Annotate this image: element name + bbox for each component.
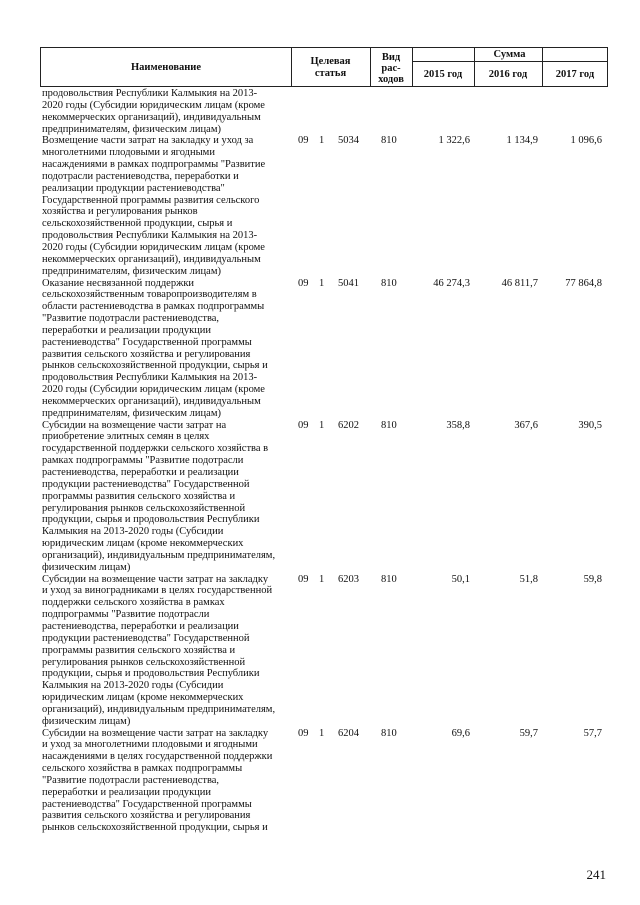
value-2015: 69,6 bbox=[451, 727, 470, 739]
row-name: Субсидии на возмещение части затрат на закладку и уход за многолетними плодовыми и ягодными насаждениями в целях государственной поддержки сельского хозяйства в рамках подпрограммы "Развитие подотрасли растениеводства, переработки и реализации продукции растениеводства" Государственной программы развития сельского хозяйства и регулирования рынков сельскохозяйственной продукции, сырья и bbox=[42, 727, 273, 834]
value-2015: 358,8 bbox=[446, 419, 470, 431]
expense-type: 810 bbox=[381, 727, 397, 739]
code-subprogram: 1 bbox=[319, 135, 325, 147]
row-name: Оказание несвязанной поддержки сельскохозяйственным товаропроизводителям в области растениеводства в рамках подпрограммы "Развитие подотрасли растениеводства, переработки и реализации продукции растениеводства" Государственной программы развития сельского хозяйства и регулирования рынков сельскохозяйственной продукции, сырья и продовольствия Республики Калмыкия на 2013- 2020 годы (Субсидии юридическим лицам (кроме некоммерческих организаций), индивидуальным предпринимателям, физическим лицам) bbox=[42, 277, 268, 419]
header-name: Наименование bbox=[131, 62, 201, 73]
code-subprogram: 1 bbox=[319, 277, 325, 289]
code-direction: 6202 bbox=[338, 419, 359, 431]
value-2016: 1 134,9 bbox=[506, 135, 538, 147]
table-row bbox=[42, 420, 608, 574]
header-sum: Сумма bbox=[493, 48, 526, 60]
code-direction: 6203 bbox=[338, 573, 359, 585]
value-2017: 390,5 bbox=[578, 419, 602, 431]
code-direction: 6204 bbox=[338, 727, 359, 739]
header-expense-type: Вид рас- ходов bbox=[378, 51, 404, 85]
code-program: 09 bbox=[298, 419, 309, 431]
header-year-2017: 2017 год bbox=[555, 69, 595, 80]
code-program: 09 bbox=[298, 277, 309, 289]
header-year-2015: 2015 год bbox=[423, 69, 463, 80]
code-subprogram: 1 bbox=[319, 419, 325, 431]
value-2016: 367,6 bbox=[514, 419, 538, 431]
value-2017: 77 864,8 bbox=[565, 277, 602, 289]
code-subprogram: 1 bbox=[319, 573, 325, 585]
value-2015: 50,1 bbox=[451, 573, 470, 585]
value-2015: 46 274,3 bbox=[433, 277, 470, 289]
code-program: 09 bbox=[298, 135, 309, 147]
table-body bbox=[42, 88, 608, 834]
header-year-2016: 2016 год bbox=[488, 69, 528, 80]
row-name: Субсидии на возмещение части затрат на закладку и уход за виноградниками в целях государственной поддержки сельского хозяйства в рамках подпрограммы "Развитие подотрасли растениеводства, переработки и реализации продукции растениеводства" Государственной программы развития сельского хозяйства и регулирования рынков сельскохозяйственной продукции, сырья и продовольствия Республики Калмыкия на 2013-2020 годы (Субсидии юридическим лицам (кроме некоммерческих организаций), индивидуальным предпринимателям, физическим лицам) bbox=[42, 573, 276, 727]
code-direction: 5034 bbox=[338, 135, 359, 147]
expense-type: 810 bbox=[381, 419, 397, 431]
code-subprogram: 1 bbox=[319, 727, 325, 739]
expense-type: 810 bbox=[381, 277, 397, 289]
table-row bbox=[42, 574, 608, 728]
row-name: Субсидии на возмещение части затрат на приобретение элитных семян в целях государственной поддержки сельского хозяйства в рамках подпрограммы "Развитие подотрасли растениеводства, переработки и реализации продукции растениеводства" Государственной программы развития сельского хозяйства и регулирования рынков сельскохозяйственной продукции, сырья и продовольствия Республики Калмыкия на 2013-2020 годы (Субсидии юридическим лицам (кроме некоммерческих организаций), индивидуальным предпринимателям, физическим лицам) bbox=[42, 419, 276, 573]
table-header bbox=[40, 47, 608, 87]
row-name: Возмещение части затрат на закладку и уход за многолетними плодовыми и ягодными насаждениями в рамках подпрограммы "Развитие подотрасли растениеводства, переработки и реализации продукции растениеводства" Государственной программы развития сельского хозяйства и регулирования рынков сельскохозяйственной продукции, сырья и продовольствия Республики Калмыкия на 2013- 2020 годы (Субсидии юридическим лицам (кроме некоммерческих организаций), индивидуальным предпринимателям, физическим лицам) bbox=[42, 135, 266, 277]
row-name: продовольствия Республики Калмыкия на 2013- 2020 годы (Субсидии юридическим лицам (кроме некоммерческих организаций), индивидуальным предпринимателям, физическим лицам) bbox=[42, 88, 265, 135]
value-2016: 59,7 bbox=[519, 727, 538, 739]
value-2017: 1 096,6 bbox=[570, 135, 602, 147]
continuation-row bbox=[42, 88, 608, 135]
value-2017: 57,7 bbox=[583, 727, 602, 739]
page-number: 241 bbox=[586, 867, 606, 882]
value-2017: 59,8 bbox=[583, 573, 602, 585]
table-row bbox=[42, 278, 608, 420]
code-direction: 5041 bbox=[338, 277, 359, 289]
code-program: 09 bbox=[298, 573, 309, 585]
expense-type: 810 bbox=[381, 135, 397, 147]
value-2016: 51,8 bbox=[519, 573, 538, 585]
expense-type: 810 bbox=[381, 573, 397, 585]
value-2016: 46 811,7 bbox=[501, 277, 538, 289]
code-program: 09 bbox=[298, 727, 309, 739]
header-target-article: Целевая статья bbox=[310, 56, 351, 79]
table-row bbox=[42, 135, 608, 277]
table-row bbox=[42, 728, 608, 835]
value-2015: 1 322,6 bbox=[438, 135, 470, 147]
